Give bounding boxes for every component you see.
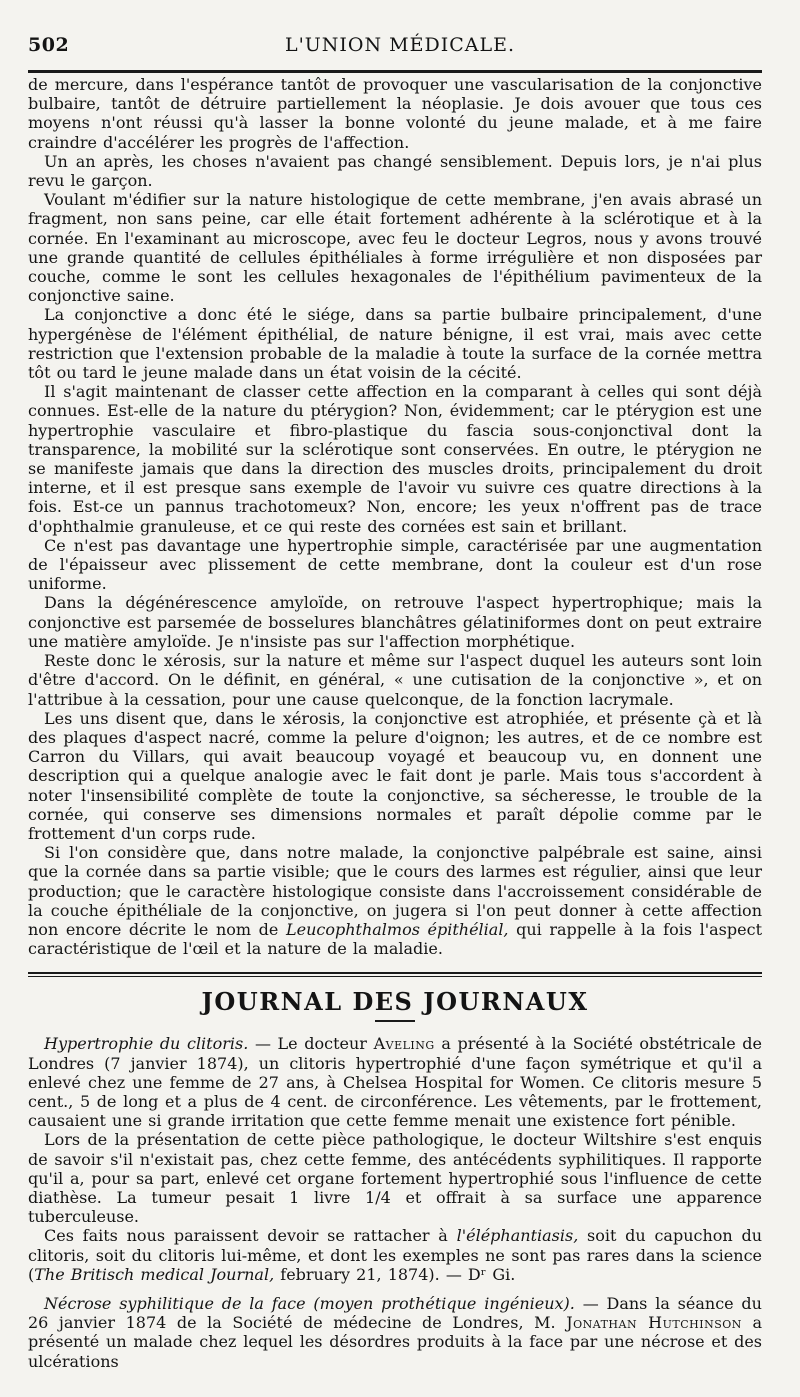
text-run: Ces faits nous paraissent devoir se rattacher à [44, 1226, 448, 1246]
paragraph [28, 843, 762, 958]
paragraph: Ce n'est pas davantage une hypertrophie simple, caractérisée par une augmentation de l'épaisseur avec plissement de cette membrane, dont la couleur est d'un rose uniforme. [28, 535, 762, 594]
journal-citation: The Britisch medical Journal, [34, 1264, 275, 1284]
journal-title: L'UNION MÉDICALE. [284, 34, 516, 56]
text-run: a présenté un malade chez lequel les désordres produits à la face par une nécrose et des ulcérations [28, 1313, 763, 1371]
text-run: soit du capuchon du clitoris, soit du clitoris lui-même, et dont les exemples ne sont pas rares dans la science ( [28, 1226, 762, 1284]
page-number: 502 [28, 34, 70, 56]
paragraph: Reste donc le xérosis, sur la nature et même sur l'aspect duquel les auteurs sont loin d'être d'accord. On le définit, en général, « une cutisation de la conjonctive », et on l'attribue à la cessation, pour une cause quelconque, de la fonction lacrymale. [28, 651, 762, 709]
paragraph: Voulant m'édifier sur la nature histologique de cette membrane, j'en avais abrasé un fragment, non sans peine, car elle était fortement adhérente à la sclérotique et à la cornée. En l'examinant au microscope, avec feu le docteur Legros, nous y avons trouvé une grande quantité de cellules épithéliales à forme irrégulière et non disposées par couche, comme le sont les cellules hexagonales de l'épithélium pavimenteux de la conjonctive saine. [28, 190, 762, 306]
paragraph [28, 1034, 762, 1130]
article-body [28, 75, 762, 958]
article-subtitle: (moyen prothétique ingénieux). [313, 1293, 575, 1313]
author-name: Jonathan Hutchinson [566, 1313, 742, 1333]
paragraph: Un an après, les choses n'avaient pas changé sensiblement. Depuis lors, je n'ai plus revu le garçon. [28, 151, 762, 191]
title-underline [375, 1020, 415, 1022]
text-run: — Le docteur [254, 1034, 367, 1054]
paragraph: de mercure, dans l'espérance tantôt de provoquer une vascularisation de la conjonctive bulbaire, tantôt de détruire partiellement la néoplasie. Je dois avouer que tous ces moyens n'ont réussi qu'à lasser la bonne volonté du jeune malade, et à me faire craindre d'accélérer les progrès de l'affection. [28, 75, 762, 152]
text-run: a présenté à la Société obstétricale de Londres (7 janvier 1874), un clitoris hypertrophié d'une façon symétrique et qu'il a enlevé chez une femme de 27 ans, à Chelsea Hospital for Women. Ce clitoris mesure 5 cent., 5 de long et a plus de 4 cent. de circonférence. Les vêtements, par le frottement, causaient une si grande irritation que cette femme menait une existence fort pénible. [28, 1034, 763, 1131]
section-title: JOURNAL DES JOURNAUX [201, 987, 589, 1017]
text-run: Si l'on considère que, dans notre malade, la conjonctive palpébrale est saine, ainsi que la cornée dans sa partie visible; que le cours des larmes est régulier, ainsi que leur production; que le caractère histologique consiste dans l'accroissement considérable de la couche épithéliale de la conjonctive, on jugera si l'on peut donner à cette affection non encore décrite le nom de [28, 843, 762, 939]
section-divider [28, 972, 762, 977]
paragraph: Les uns disent que, dans le xérosis, la conjonctive est atrophiée, et présente çà et là des plaques d'aspect nacré, comme la pelure d'oignon; les autres, et de ce nombre est Carron du Villars, qui avait beaucoup voyagé et beaucoup vu, en donnent une description qui a quelque analogie avec le fait dont je parle. Mais tous s'accordent à noter l'insensibilité complète de toute la conjonctive, sa sécheresse, le trouble de la cornée, qui conserve ses dimensions normales et paraît dépolie comme par le frottement d'un corps rude. [28, 708, 762, 843]
journal-section [28, 1034, 762, 1370]
text-run: february 21, 1874). — Dʳ Gi. [280, 1264, 516, 1284]
author-name: Aveling [373, 1034, 435, 1054]
paragraph: Dans la dégénérescence amyloïde, on retrouve l'aspect hypertrophique; mais la conjonctive est parsemée de bosselures blanchâtres gélatiniformes dont on peut extraire une matière amyloïde. Je n'insiste pas sur l'affection morphétique. [28, 593, 762, 651]
paragraph: Il s'agit maintenant de classer cette affection en la comparant à celles qui sont déjà connues. Est-elle de la nature du ptérygion? Non, évidemment; car le ptérygion est une hypertrophie vasculaire et fibro-plastique du fascia sous-conjonctival dont la transparence, la mobilité sur la sclérotique sont conservées. En outre, le ptérygion ne se manifeste jamais que dans la direction des muscles droits, principalement du droit interne, et il est presque sans exemple de l'avoir vu suivre ces quatre directions à la fois. Est-ce un pannus trachotomeux? Non, encore; les yeux n'offrent pas de trace d'ophthalmie granuleuse, et ce qui reste des cornées est sain et brillant. [28, 382, 762, 536]
paragraph [28, 1294, 762, 1371]
paragraph [28, 1226, 762, 1284]
text-run: — Dans la séance du 26 janvier 1874 de la Société de médecine de Londres, M. [28, 1293, 762, 1333]
term-leucophthalmos: Leucophthalmos épithélial, [285, 919, 509, 939]
paragraph: Lors de la présentation de cette pièce pathologique, le docteur Wiltshire s'est enquis de savoir s'il n'existait pas, chez cette femme, des antécédents syphilitiques. Il rapporte qu'il a, pour sa part, enlevé cet organe fortement hypertrophié sous l'influence de cette diathèse. La tumeur pesait 1 livre 1/4 et offrait à sa surface une apparence tuberculeuse. [28, 1130, 762, 1227]
paragraph: La conjonctive a donc été le siége, dans sa partie bulbaire principalement, d'une hypergénèse de l'élément épithélial, de nature bénigne, il est vrai, mais avec cette restriction que l'extension probable de la maladie à toute la surface de la cornée mettra tôt ou tard le jeune malade dans un état voisin de la cécité. [28, 305, 762, 383]
text-run: qui rappelle à la fois l'aspect caractéristique de l'œil et la nature de la maladie. [28, 919, 762, 959]
running-head [28, 30, 762, 70]
term-elephantiasis: l'éléphantiasis, [456, 1226, 579, 1246]
article-title: Nécrose syphilitique de la face [44, 1293, 306, 1313]
header-rule [28, 70, 762, 73]
article-title: Hypertrophie du clitoris. [44, 1034, 249, 1054]
